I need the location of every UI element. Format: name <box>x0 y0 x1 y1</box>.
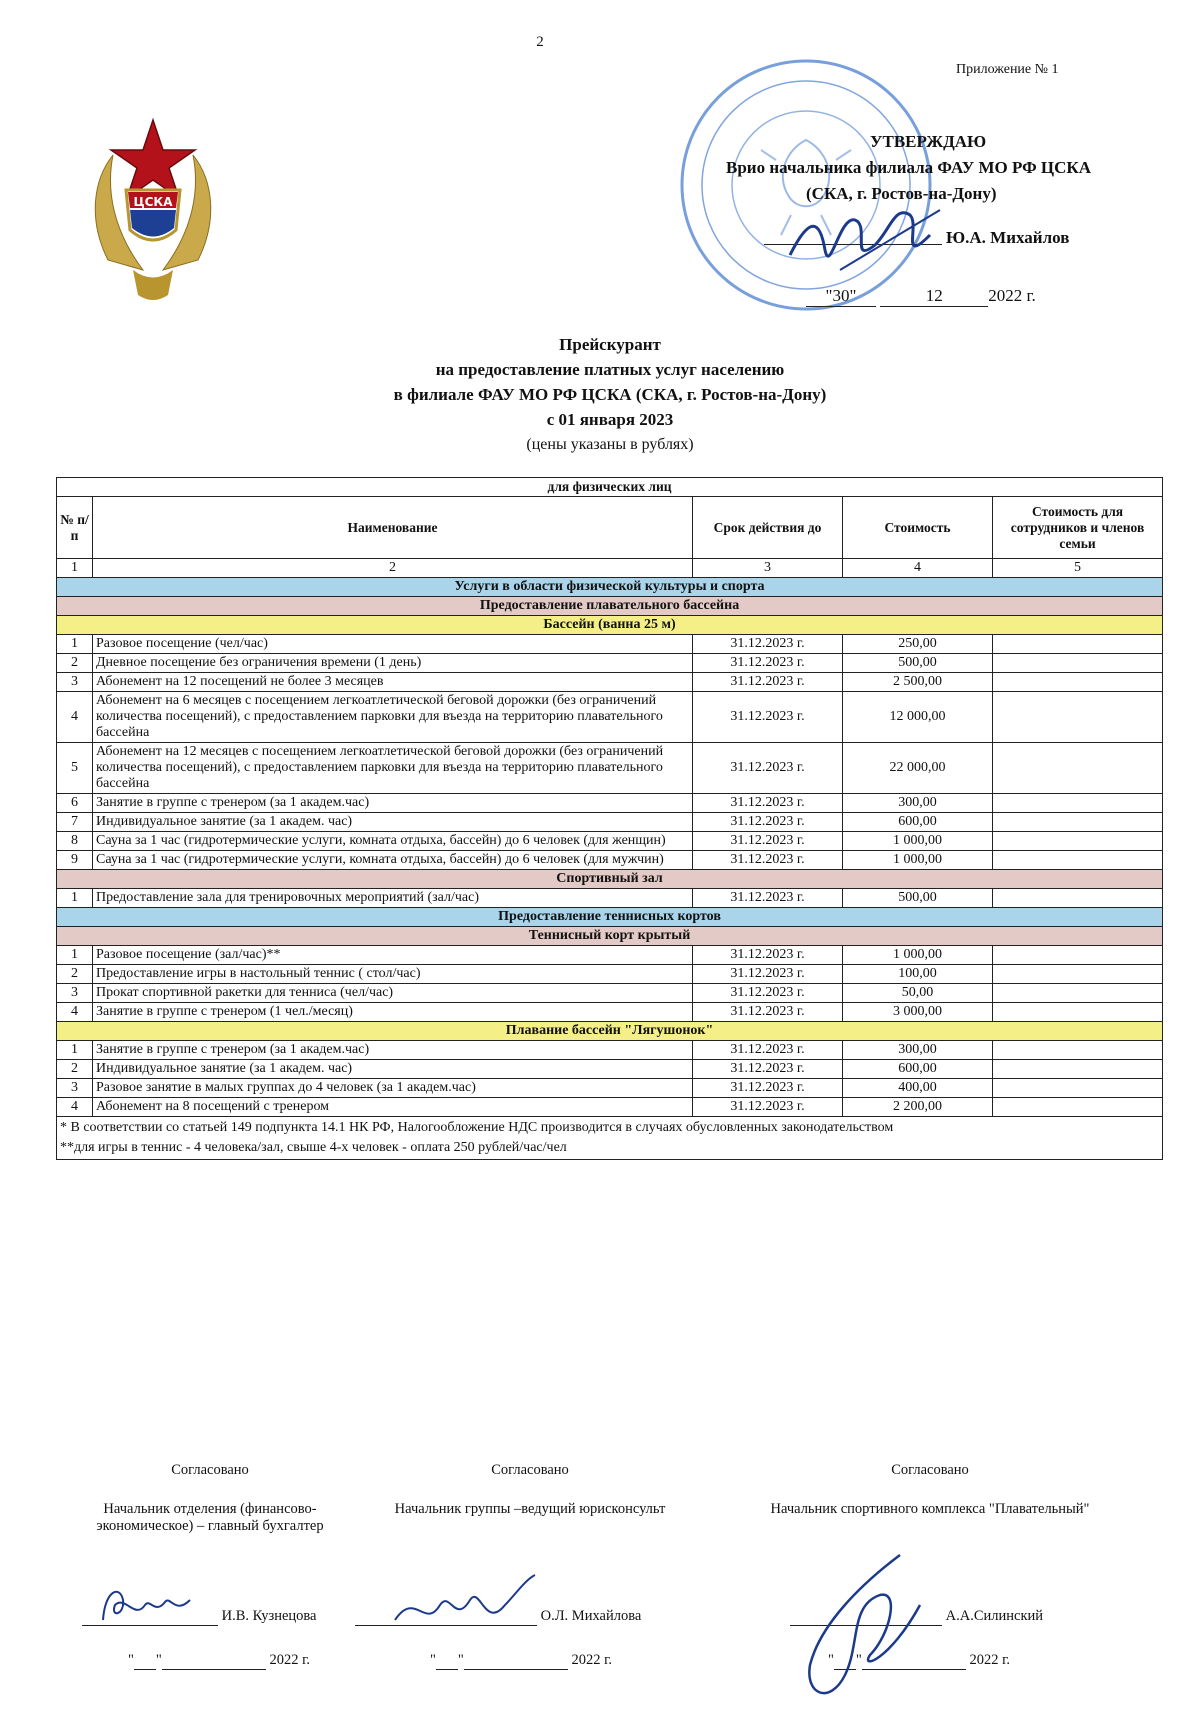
agreed-label: Согласовано <box>171 1462 249 1478</box>
row-price: 12 000,00 <box>843 692 993 743</box>
table-row <box>57 1003 1163 1022</box>
table-row <box>57 813 1163 832</box>
row-name: Занятие в группе с тренером (1 чел./месяц) <box>93 1003 693 1022</box>
row-name: Индивидуальное занятие (за 1 академ. час) <box>93 1060 693 1079</box>
signer-date-year: 2022 г. <box>969 1652 1011 1668</box>
col-number: 4 <box>843 559 993 578</box>
table-row <box>57 1041 1163 1060</box>
row-name: Сауна за 1 час (гидротермические услуги, комната отдыха, бассейн) до 6 человек (для женщин) <box>93 832 693 851</box>
section-header: Спортивный зал <box>57 870 1163 889</box>
row-staff-price <box>993 965 1163 984</box>
row-price: 100,00 <box>843 965 993 984</box>
section-header: Предоставление теннисных кортов <box>57 908 1163 927</box>
row-valid-date: 31.12.2023 г. <box>693 946 843 965</box>
row-name: Абонемент на 12 месяцев с посещением легкоатлетической беговой дорожки (без ограничений количества посещений), с предоставлением парковки для въезда на территорию плавательного бассейна <box>93 743 693 794</box>
row-number: 3 <box>57 1079 93 1098</box>
row-price: 250,00 <box>843 635 993 654</box>
row-name: Занятие в группе с тренером (за 1 академ.час) <box>93 794 693 813</box>
gym-rows <box>57 889 1163 908</box>
title-line-4: с 01 января 2023 <box>546 410 674 429</box>
row-name: Предоставление зала для тренировочных мероприятий (зал/час) <box>93 889 693 908</box>
section-header: Услуги в области физической культуры и спорта <box>57 578 1163 597</box>
col-number: 5 <box>993 559 1163 578</box>
row-name: Дневное посещение без ограничения времени (1 день) <box>93 654 693 673</box>
row-valid-date: 31.12.2023 г. <box>693 832 843 851</box>
table-row <box>57 984 1163 1003</box>
row-name: Индивидуальное занятие (за 1 академ. час) <box>93 813 693 832</box>
row-number: 4 <box>57 1098 93 1117</box>
pool-rows <box>57 635 1163 870</box>
row-staff-price <box>993 794 1163 813</box>
header-valid: Срок действия до <box>693 497 843 559</box>
signature-block-accountant <box>90 1462 330 1535</box>
row-staff-price <box>993 673 1163 692</box>
row-staff-price <box>993 984 1163 1003</box>
approve-position: Врио начальника филиала ФАУ МО РФ ЦСКА <box>726 158 1092 177</box>
col-number: 3 <box>693 559 843 578</box>
approve-name: Ю.А. Михайлов <box>946 228 1070 247</box>
table-row <box>57 965 1163 984</box>
row-staff-price <box>993 1098 1163 1117</box>
row-valid-date: 31.12.2023 г. <box>693 794 843 813</box>
row-price: 600,00 <box>843 1060 993 1079</box>
row-name: Сауна за 1 час (гидротермические услуги, комната отдыха, бассейн) до 6 человек (для мужчин) <box>93 851 693 870</box>
svg-text:ЦСКА: ЦСКА <box>133 195 173 209</box>
row-staff-price <box>993 1003 1163 1022</box>
section-header: Бассейн (ванна 25 м) <box>57 616 1163 635</box>
table-row <box>57 1079 1163 1098</box>
row-number: 1 <box>57 946 93 965</box>
row-number: 7 <box>57 813 93 832</box>
row-name: Занятие в группе с тренером (за 1 академ.час) <box>93 1041 693 1060</box>
row-number: 4 <box>57 692 93 743</box>
row-price: 22 000,00 <box>843 743 993 794</box>
row-staff-price <box>993 832 1163 851</box>
signature-block-lawyer <box>360 1462 700 1518</box>
row-price: 1 000,00 <box>843 851 993 870</box>
header-num: № п/п <box>57 497 93 559</box>
page-number: 2 <box>536 34 544 50</box>
row-number: 2 <box>57 1060 93 1079</box>
row-number: 3 <box>57 984 93 1003</box>
row-staff-price <box>993 654 1163 673</box>
row-name: Абонемент на 6 месяцев с посещением легкоатлетической беговой дорожки (без ограничений количества посещений), с предоставлением парковки для въезда на территорию плавательного бассейна <box>93 692 693 743</box>
row-number: 1 <box>57 635 93 654</box>
signature-kuznetsova-icon <box>95 1580 205 1630</box>
row-price: 1 000,00 <box>843 832 993 851</box>
row-number: 3 <box>57 673 93 692</box>
table-row <box>57 1098 1163 1117</box>
table-row <box>57 946 1163 965</box>
tennis-rows <box>57 946 1163 1022</box>
signer-name: А.А.Силинский <box>945 1608 1044 1624</box>
row-valid-date: 31.12.2023 г. <box>693 965 843 984</box>
row-staff-price <box>993 692 1163 743</box>
row-staff-price <box>993 743 1163 794</box>
title-line-5: (цены указаны в рублях) <box>526 436 694 453</box>
approve-date <box>806 286 1036 307</box>
row-staff-price <box>993 851 1163 870</box>
signature-mikhailova-icon <box>385 1570 545 1640</box>
row-staff-price <box>993 946 1163 965</box>
row-price: 50,00 <box>843 984 993 1003</box>
row-price: 400,00 <box>843 1079 993 1098</box>
row-number: 8 <box>57 832 93 851</box>
table-row <box>57 1060 1163 1079</box>
row-valid-date: 31.12.2023 г. <box>693 1079 843 1098</box>
frog-rows <box>57 1041 1163 1117</box>
row-valid-date: 31.12.2023 г. <box>693 851 843 870</box>
row-name: Разовое посещение (зал/час)** <box>93 946 693 965</box>
signer-date-year: 2022 г. <box>571 1652 613 1668</box>
agreed-label: Согласовано <box>491 1462 569 1478</box>
row-name: Разовое посещение (чел/час) <box>93 635 693 654</box>
approve-date-month: 12 <box>880 286 988 307</box>
row-staff-price <box>993 813 1163 832</box>
row-valid-date: 31.12.2023 г. <box>693 673 843 692</box>
table-row <box>57 673 1163 692</box>
table-row <box>57 635 1163 654</box>
approver-signature-icon <box>780 195 950 285</box>
price-table <box>56 477 1163 1160</box>
signer-name: О.Л. Михайлова <box>540 1608 642 1624</box>
title-line-1: Прейскурант <box>559 335 661 354</box>
row-name: Абонемент на 12 посещений не более 3 месяцев <box>93 673 693 692</box>
row-valid-date: 31.12.2023 г. <box>693 1041 843 1060</box>
title-line-3: в филиале ФАУ МО РФ ЦСКА (СКА, г. Ростов-на-Дону) <box>393 385 827 404</box>
row-staff-price <box>993 1079 1163 1098</box>
row-staff-price <box>993 889 1163 908</box>
header-staff-price: Стоимость для сотрудников и членов семьи <box>993 497 1163 559</box>
row-number: 5 <box>57 743 93 794</box>
section-header: Теннисный корт крытый <box>57 927 1163 946</box>
header-name: Наименование <box>93 497 693 559</box>
row-staff-price <box>993 1060 1163 1079</box>
approve-branch: (СКА, г. Ростов-на-Дону) <box>806 184 997 203</box>
row-valid-date: 31.12.2023 г. <box>693 1060 843 1079</box>
approve-date-year: 2022 г. <box>988 286 1036 305</box>
footnote-1: * В соответствии со статьей 149 подпункта 14.1 НК РФ, Налогообложение НДС производится в случаях обусловленных законодательством <box>60 1120 894 1135</box>
row-price: 500,00 <box>843 889 993 908</box>
row-valid-date: 31.12.2023 г. <box>693 984 843 1003</box>
signer-position: Начальник группы –ведущий юрисконсульт <box>394 1501 666 1517</box>
signer-position: Начальник спортивного комплекса "Плавательный" <box>770 1501 1090 1517</box>
row-valid-date: 31.12.2023 г. <box>693 635 843 654</box>
header-price: Стоимость <box>843 497 993 559</box>
footnotes <box>57 1117 1163 1160</box>
row-price: 2 500,00 <box>843 673 993 692</box>
annex-label: Приложение № 1 <box>956 62 1059 77</box>
row-valid-date: 31.12.2023 г. <box>693 1098 843 1117</box>
section-header: Предоставление плавательного бассейна <box>57 597 1163 616</box>
document-title <box>50 332 1170 457</box>
row-price: 300,00 <box>843 794 993 813</box>
title-line-2: на предоставление платных услуг населению <box>435 360 785 379</box>
table-row <box>57 832 1163 851</box>
row-name: Разовое занятие в малых группах до 4 человек (за 1 академ.час) <box>93 1079 693 1098</box>
row-valid-date: 31.12.2023 г. <box>693 743 843 794</box>
col-number: 1 <box>57 559 93 578</box>
row-number: 6 <box>57 794 93 813</box>
row-valid-date: 31.12.2023 г. <box>693 889 843 908</box>
table-row <box>57 794 1163 813</box>
signer-date: " " 2022 г. <box>430 1652 613 1668</box>
row-price: 2 200,00 <box>843 1098 993 1117</box>
row-staff-price <box>993 1041 1163 1060</box>
row-price: 500,00 <box>843 654 993 673</box>
approve-date-day: "30" <box>806 286 876 307</box>
agreed-label: Согласовано <box>891 1462 969 1478</box>
row-valid-date: 31.12.2023 г. <box>693 1003 843 1022</box>
cska-emblem-icon <box>88 110 218 310</box>
approve-heading: УТВЕРЖДАЮ <box>870 132 987 151</box>
table-row <box>57 743 1163 794</box>
row-number: 1 <box>57 1041 93 1060</box>
signature-silinsky-icon <box>790 1545 940 1715</box>
table-row <box>57 692 1163 743</box>
signer-date: " " 2022 г. <box>828 1652 1011 1668</box>
row-valid-date: 31.12.2023 г. <box>693 813 843 832</box>
signer-date-year: 2022 г. <box>269 1652 311 1668</box>
row-staff-price <box>993 635 1163 654</box>
col-number: 2 <box>93 559 693 578</box>
row-name: Абонемент на 8 посещений с тренером <box>93 1098 693 1117</box>
row-price: 300,00 <box>843 1041 993 1060</box>
footnote-2: **для игры в теннис - 4 человека/зал, свыше 4-х человек - оплата 250 рублей/час/чел <box>60 1140 567 1155</box>
table-row <box>57 654 1163 673</box>
row-name: Предоставление игры в настольный теннис ( стол/час) <box>93 965 693 984</box>
table-row <box>57 851 1163 870</box>
row-valid-date: 31.12.2023 г. <box>693 654 843 673</box>
table-row <box>57 889 1163 908</box>
signature-block-pool-head <box>735 1462 1125 1518</box>
row-name: Прокат спортивной ракетки для тенниса (чел/час) <box>93 984 693 1003</box>
row-price: 600,00 <box>843 813 993 832</box>
row-price: 3 000,00 <box>843 1003 993 1022</box>
row-number: 2 <box>57 654 93 673</box>
signer-name: И.В. Кузнецова <box>221 1608 317 1624</box>
row-number: 2 <box>57 965 93 984</box>
row-number: 9 <box>57 851 93 870</box>
row-number: 4 <box>57 1003 93 1022</box>
row-price: 1 000,00 <box>843 946 993 965</box>
signer-date: " " 2022 г. <box>128 1652 311 1668</box>
row-number: 1 <box>57 889 93 908</box>
section-header: Плавание бассейн "Лягушонок" <box>57 1022 1163 1041</box>
signer-position: Начальник отделения (финансово-экономическое) – главный бухгалтер <box>96 1501 324 1534</box>
group-header: для физических лиц <box>57 478 1163 497</box>
row-valid-date: 31.12.2023 г. <box>693 692 843 743</box>
